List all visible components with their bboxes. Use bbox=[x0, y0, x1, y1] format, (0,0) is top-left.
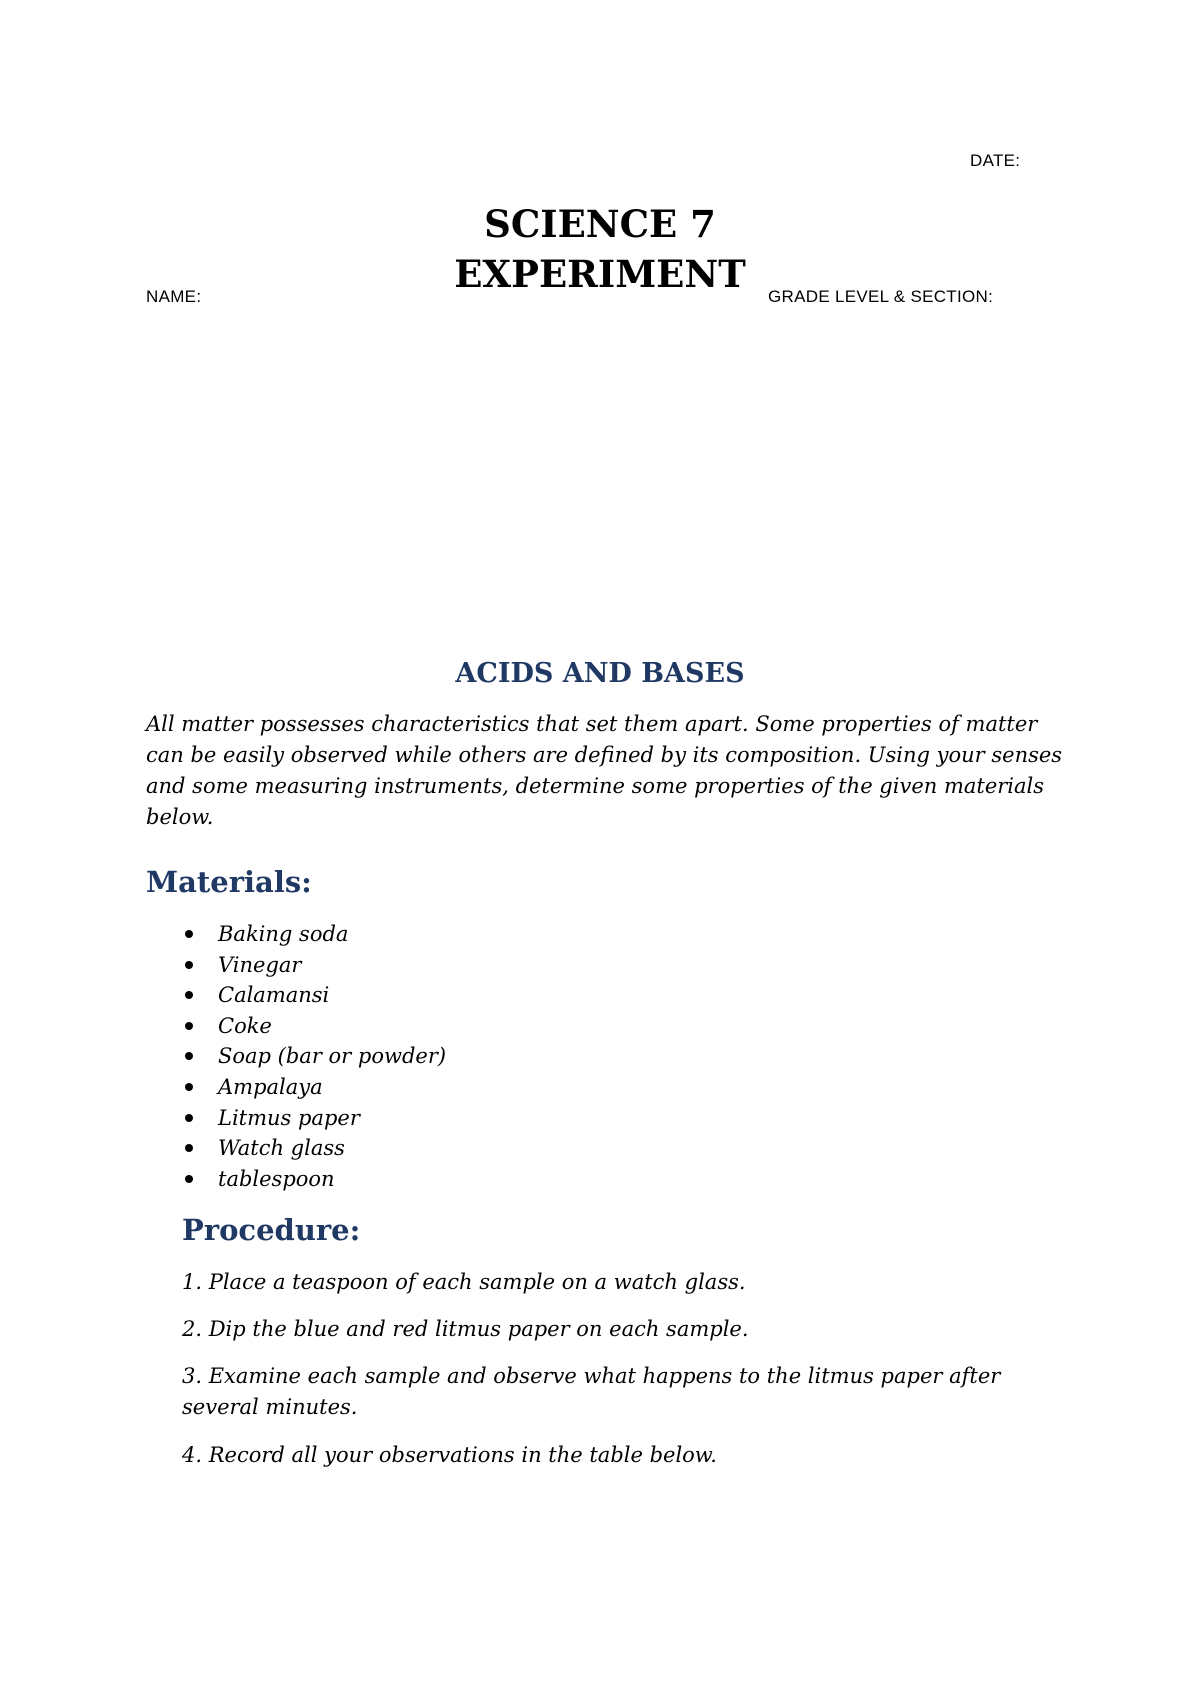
materials-heading: Materials: bbox=[146, 865, 312, 899]
list-item bbox=[182, 1011, 882, 1042]
list-item bbox=[182, 980, 882, 1011]
intro-paragraph: All matter possesses characteristics that set them apart. Some properties of matter can be easily observed while others are defined by its composition. Using your senses and some measuring instruments, determine some properties of the given materials below. bbox=[146, 712, 1063, 829]
procedure-step-2: 2. Dip the blue and red litmus paper on each sample. bbox=[182, 1317, 749, 1341]
list-item bbox=[182, 1133, 882, 1164]
material-name: tablespoon bbox=[218, 1166, 335, 1191]
section-title: ACIDS AND BASES bbox=[455, 658, 745, 689]
bullet-icon bbox=[185, 1144, 193, 1152]
procedure-step-4: 4. Record all your observations in the table below. bbox=[182, 1443, 717, 1467]
list-item bbox=[182, 919, 882, 950]
bullet-icon bbox=[185, 1022, 193, 1030]
material-name: Ampalaya bbox=[218, 1074, 323, 1099]
list-item bbox=[182, 1164, 882, 1195]
bullet-icon bbox=[185, 961, 193, 969]
procedure-heading: Procedure: bbox=[182, 1213, 361, 1247]
material-name: Soap (bar or powder) bbox=[218, 1044, 447, 1069]
material-name: Watch glass bbox=[218, 1136, 345, 1161]
procedure-step-1: 1. Place a teaspoon of each sample on a watch glass. bbox=[182, 1270, 746, 1294]
list-item bbox=[182, 1103, 882, 1134]
procedure-step-3: 3. Examine each sample and observe what happens to the litmus paper after several minutes. bbox=[182, 1364, 1001, 1419]
materials-list bbox=[182, 919, 882, 1194]
material-name: Litmus paper bbox=[218, 1105, 360, 1130]
bullet-icon bbox=[185, 930, 193, 938]
list-item bbox=[182, 1041, 882, 1072]
material-name: Coke bbox=[218, 1013, 272, 1038]
grade-level-section-label: GRADE LEVEL & SECTION: bbox=[768, 287, 994, 306]
date-label: DATE: bbox=[970, 151, 1021, 170]
list-item bbox=[182, 950, 882, 981]
bullet-icon bbox=[185, 1114, 193, 1122]
material-name: Vinegar bbox=[218, 952, 302, 977]
material-name: Baking soda bbox=[218, 922, 349, 946]
bullet-icon bbox=[185, 1052, 193, 1060]
document-title-type: EXPERIMENT bbox=[454, 252, 746, 296]
list-item bbox=[182, 1072, 882, 1103]
document-title-subject: SCIENCE 7 bbox=[484, 202, 716, 246]
bullet-icon bbox=[185, 1175, 193, 1183]
name-label: NAME: bbox=[146, 287, 202, 306]
material-name: Calamansi bbox=[218, 983, 330, 1008]
bullet-icon bbox=[185, 1083, 193, 1091]
bullet-icon bbox=[185, 991, 193, 999]
